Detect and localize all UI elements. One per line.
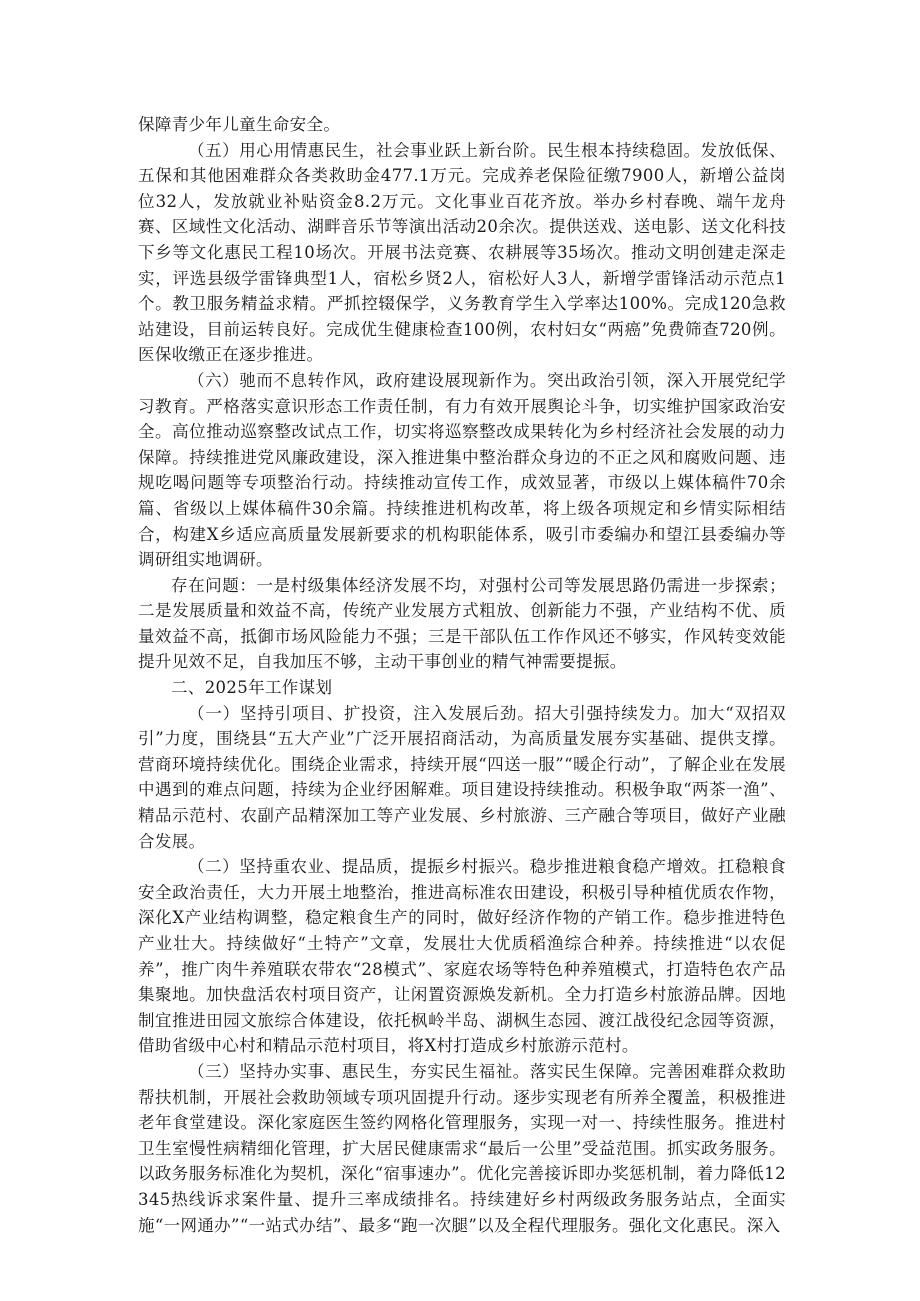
paragraph-section-6-work-style: （六）驰而不息转作风，政府建设展现新作为。突出政治引领，深入开展党纪学习教育。严格落实意识形态工作责任制，有力有效开展舆论斗争，切实维护国家政治安全。高位推动巡察整改试点工作，切实将巡察整改成果转化为乡村经济社会发展的动力保障。持续推进党风廉政建设，深入推进集中整治群众身边的不正之风和腐败问题、违规吃喝问题等专项整治行动。持续推动宣传工作，成效显著，市级以上媒体稿件70余篇、省级以上媒体稿件30余篇。持续推进机构改革，将上级各项规定和乡情实际相结合，构建X乡适应高质量发展新要求的机构职能体系，吸引市委编办和望江县委编办等调研组实地调研。 bbox=[138, 370, 786, 570]
paragraph-plan-2-agriculture: （二）坚持重农业、提品质，提振乡村振兴。稳步推进粮食稳产增效。扛稳粮食安全政治责任，大力开展土地整治，推进高标准农田建设，积极引导种植优质农作物，深化X产业结构调整，稳定粮食生产的同时，做好经济作物的产销工作。稳步推进特色产业壮大。持续做好“土特产”文章，发展壮大优质稻渔综合种养。持续推进“以农促养”，推广肉牛养殖联农带农“28模式”、家庭农场等特色种养殖模式，打造特色农产品集聚地。加快盘活农村项目资产，让闲置资源焕发新机。全力打造乡村旅游品牌。因地制宜推进田园文旅综合体建设，依托枫岭半岛、湖枫生态园、渡江战役纪念园等资源，借助省级中心村和精品示范村项目，将X村打造成乡村旅游示范村。 bbox=[138, 857, 786, 1056]
paragraph-section-5-livelihood: （五）用心用情惠民生，社会事业跃上新台阶。民生根本持续稳固。发放低保、五保和其他困难群众各类救助金477.1万元。完成养老保险征缴7900人，新增公益岗位32人，发放就业补贴资金8.2万元。文化事业百花齐放。举办乡村春晚、端午龙舟赛、区域性文化活动、湖畔音乐节等演出活动20余次。提供送戏、送电影、送文化科技下乡等文化惠民工程10场次。开展书法竞赛、农耕展等35场次。推动文明创建走深走实，评选县级学雷锋典型1人，宿松乡贤2人，宿松好人3人，新增学雷锋活动示范点1个。教卫服务精益求精。严抓控辍保学，义务教育学生入学率达100%。完成120急救站建设，目前运转良好。完成优生健康检查100例，农村妇女“两癌”免费筛查720例。医保收缴正在逐步推进。 bbox=[138, 140, 786, 365]
document-body bbox=[138, 112, 786, 1238]
paragraph-plan-3-livelihood: （三）坚持办实事、惠民生，夯实民生福祉。落实民生保障。完善困难群众救助帮扶机制，开展社会救助领域专项巩固提升行动。逐步实现老有所养全覆盖，积极推进老年食堂建设。深化家庭医生签约网格化管理服务，实现一对一、持续性服务。推进村卫生室慢性病精细化管理，扩大居民健康需求“最后一公里”受益范围。抓实政务服务。以政务服务标准化为契机，深化“宿事速办”。优化完善接诉即办奖惩机制，着力降低12345热线诉求案件量、提升三率成绩排名。持续建好乡村两级政务服务站点，全面实施“一网通办”“一站式办结”、最多“跑一次腿”以及全程代理服务。强化文化惠民。深入 bbox=[138, 1061, 786, 1235]
paragraph-plan-1-projects: （一）坚持引项目、扩投资，注入发展后劲。招大引强持续发力。加大“双招双引”力度，围绕县“五大产业”广泛开展招商活动，为高质量发展夯实基础、提供支撑。营商环境持续优化。围绕企业需求，持续开展“四送一服”“暖企行动”，了解企业在发展中遇到的难点问题，持续为企业纾困解难。项目建设持续推动。积极争取“两茶一渔”、精品示范村、农副产品精深加工等产业发展、乡村旅游、三产融合等项目，做好产业融合发展。 bbox=[138, 703, 786, 851]
section-heading-2025-plan: 二、2025年工作谋划 bbox=[171, 678, 333, 698]
paragraph-continuation: 保障青少年儿童生命安全。 bbox=[138, 115, 341, 134]
paragraph-existing-problems: 存在问题：一是村级集体经济发展不均，对强村公司等发展思路仍需进一步探索；二是发展质量和效益不高，传统产业发展方式粗放、创新能力不强，产业结构不优、质量效益不高，抵御市场风险能力不强；三是干部队伍工作作风还不够实，作风转变效能提升见效不足，自我加压不够，主动干事创业的精气神需要提振。 bbox=[138, 575, 786, 672]
